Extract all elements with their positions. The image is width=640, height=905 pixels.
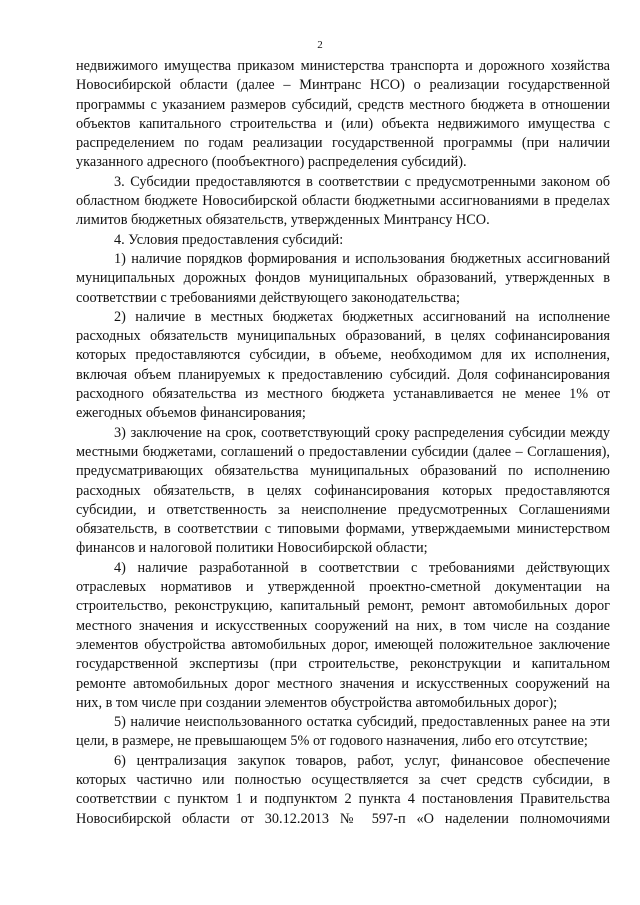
condition-3: 3) заключение на срок, соответствующий сроку распределения субсидии между местными бюджетами, соглашений о предоставлении субсидии (далее – Соглашения), предусматривающих обязательства муниципальных образований по исполнению расходных обязательств, в целях софинансирования которых предоставляются субсидии, и ответственность за неисполнение предусмотренных Соглашениями обязательств, в соответствии с типовыми формами, утверждаемыми министерством финансов и налоговой политики Новосибирской области;: [76, 424, 610, 557]
condition-1: 1) наличие порядков формирования и использования бюджетных ассигнований муниципальных дорожных фондов муниципальных образований, утвержденных в соответствии с требованиями действующего законодательства;: [76, 250, 610, 306]
condition-2: 2) наличие в местных бюджетах бюджетных ассигнований на исполнение расходных обязательств муниципальных образований, в целях софинансирования которых предоставляются субсидии, в объеме, необходимом для их исполнения, включая объем планируемых к предоставлению субсидий. Доля софинансирования расходного обязательства из местного бюджета устанавливается не менее 1% от ежегодных объемов финансирования;: [76, 308, 610, 422]
paragraph-4-conditions-heading: 4. Условия предоставления субсидий:: [114, 231, 344, 248]
condition-6: 6) централизация закупок товаров, работ, услуг, финансовое обеспечение которых частично или полностью осуществляется за счет средств субсидии, в соответствии с пунктом 1 и подпунктом 2 пункта 4 постановления Правительства Новосибирской области от 30.12.2013 № 597-п «О наделении полномочиями: [76, 752, 610, 827]
document-body: [76, 57, 610, 829]
page-number: 2: [317, 39, 323, 51]
paragraph-continuation: недвижимого имущества приказом министерства транспорта и дорожного хозяйства Новосибирской области (далее – Минтранс НСО) о реализации государственной программы с указанием размеров субсидий, средств местного бюджета в отношении объектов капитального строительства и (или) объекта недвижимого имущества с распределением по годам реализации государственной программы (при наличии указанного адресного (пообъектного) распределения субсидий).: [76, 58, 610, 171]
paragraph-3-subsidies-provision: 3. Субсидии предоставляются в соответствии с предусмотренными законом об областном бюджете Новосибирской области бюджетными ассигнованиями в пределах лимитов бюджетных обязательств, утвержденных Минтрансу НСО.: [76, 173, 610, 229]
condition-5: 5) наличие неиспользованного остатка субсидий, предоставленных ранее на эти цели, в размере, не превышающем 5% от годового назначения, либо его отсутствие;: [76, 714, 610, 750]
condition-4: 4) наличие разработанной в соответствии с требованиями действующих отраслевых нормативов и утвержденной проектно-сметной документации на строительство, реконструкцию, капитальный ремонт, ремонт автомобильных дорог местного значения и искусственных сооружений на них, в том числе на создание элементов обустройства автомобильных дорог, имеющей положительное заключение государственной экспертизы (при строительстве, реконструкции и капитальном ремонте автомобильных дорог местного значения и искусственных сооружений на них, в том числе при создании элементов обустройства автомобильных дорог);: [76, 559, 610, 711]
